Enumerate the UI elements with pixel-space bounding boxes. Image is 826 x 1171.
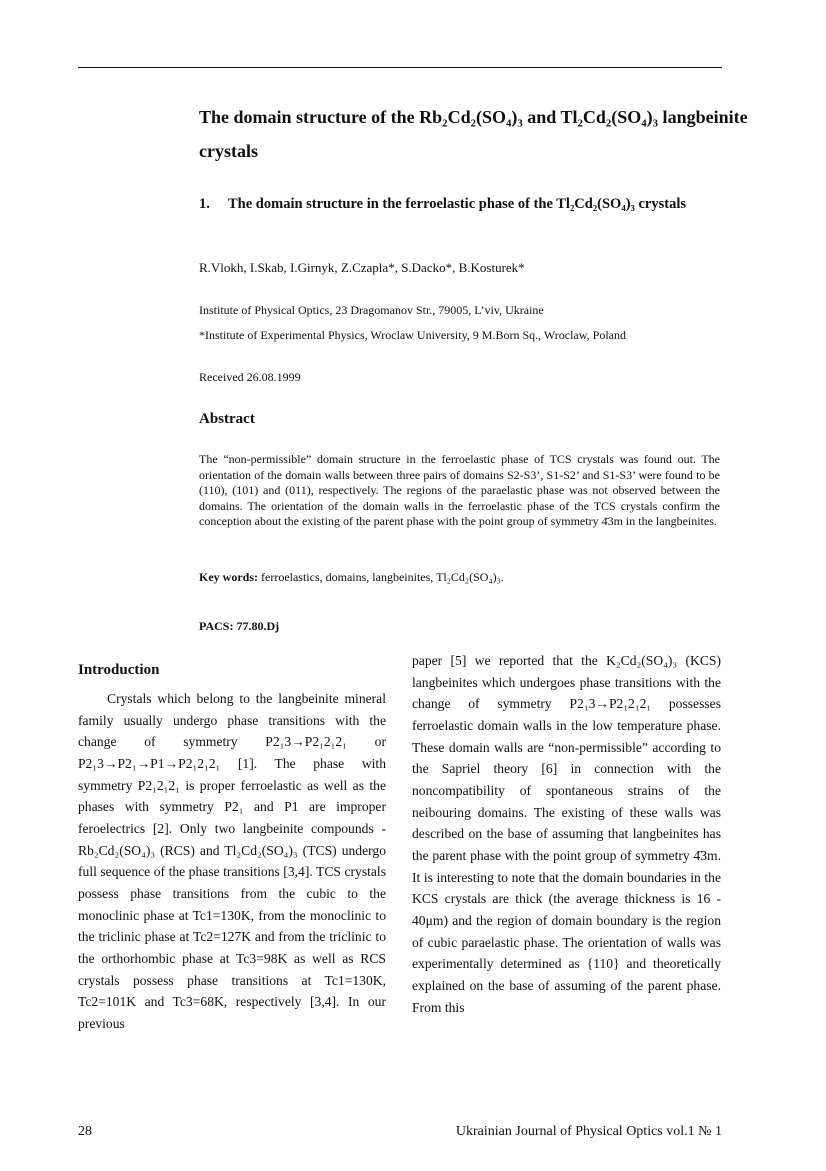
header-rule [78,67,722,68]
affiliation-1: Institute of Physical Optics, 23 Dragomanov Str., 79005, L’viv, Ukraine [199,303,544,317]
page-number: 28 [78,1124,92,1139]
journal-footer: Ukrainian Journal of Physical Optics vol.1 № 1 [455,1124,722,1139]
section-number: 1. [199,196,210,212]
paper-title: The domain structure of the Rb₂Cd₂(SO₄)₃ and Tl₂Cd₂(SO₄)₃ langbeinite crystals [199,107,748,161]
introduction-left-column: Crystals which belong to the langbeinite mineral family usually undergo phase transitions with the change of symmetry P2₁3→P2₁2₁2₁ or P2₁3→P2₁→P1→P2₁2₁2₁ [1]. The phase with symmetry P2₁2₁2₁ is proper ferroelastic as well as the phases with symmetry P2₁ and P1 are improper feroelectrics [2]. Only two langbeinite compounds -Rb₂Cd₂(SO₄)₃ (RCS) and Tl₂Cd₂(SO₄)₃ (TCS) undergo full sequence of the phase transitions [3,4]. TCS crystals possess phase transitions from the cubic to the monoclinic phase at Tc1=130K, from the monoclinic to the triclinic phase at Tc2=127K and from the triclinic to the orthorhombic phase at Tc3=98K as well as RCS crystals possess phase transitions at Tc1=130K, Tc2=101K and Tc3=68K, respectively [3,4]. In our previous [78,691,386,1031]
received-date: Received 26.08.1999 [199,370,301,384]
introduction-heading: Introduction [78,662,160,678]
abstract-heading: Abstract [199,411,255,427]
section-title: The domain structure in the ferroelastic phase of the Tl₂Cd₂(SO₄)₃ crystals [228,196,687,212]
section-heading [199,195,719,214]
introduction-right-column: paper [5] we reported that the K₂Cd₂(SO₄)₃ (KCS) langbeinites which undergoes phase transitions with the change of symmetry P2₁3→P2₁2₁2₁ possesses ferroelastic domain walls in the low temperature phase. These domain walls are “non-permissible” according to the Sapriel theory [6] in connection with the noncompatibility of spontaneous strains of the neibouring domains. The existing of these walls was described on the base of assuming that langbeinites has the parent phase with the point group of symmetry 4̄3m. It is interesting to note that the domain boundaries in the KCS crystals are thick (the average thickness is 16 - 40μm) and the region of domain boundary is the region of cubic paraelastic phase. The orientation of walls was experimentally determined as {110} and theoretically explained on the base of assuming of the parent phase. From this [412,653,721,1015]
abstract-text: The “non-permissible” domain structure in the ferroelastic phase of TCS crystals was found out. The orientation of the domain walls between three pairs of domains S2-S3’, S1-S2’ and S1-S3’ were found to be (110), (101) and (011), respectively. The regions of the paraelastic phase was not observed between the domains. The orientation of the domain walls in the ferroelastic phase of the TCS crystals confirm the conception about the existing of the parent phase with the point group of symmetry 4̄3m in the langbeinites. [199,452,720,529]
authors: R.Vlokh, I.Skab, I.Girnyk, Z.Czapla*, S.Dacko*, B.Kosturek* [199,260,525,275]
pacs-code: PACS: 77.80.Dj [199,619,280,633]
keywords [199,570,504,585]
affiliation-2: *Institute of Experimental Physics, Wroclaw University, 9 M.Born Sq., Wroclaw, Poland [199,328,626,342]
keywords-list: ferroelastics, domains, langbeinites, Tl₂Cd₂(SO₄)₃. [258,570,504,584]
keywords-label: Key words: [199,570,258,584]
